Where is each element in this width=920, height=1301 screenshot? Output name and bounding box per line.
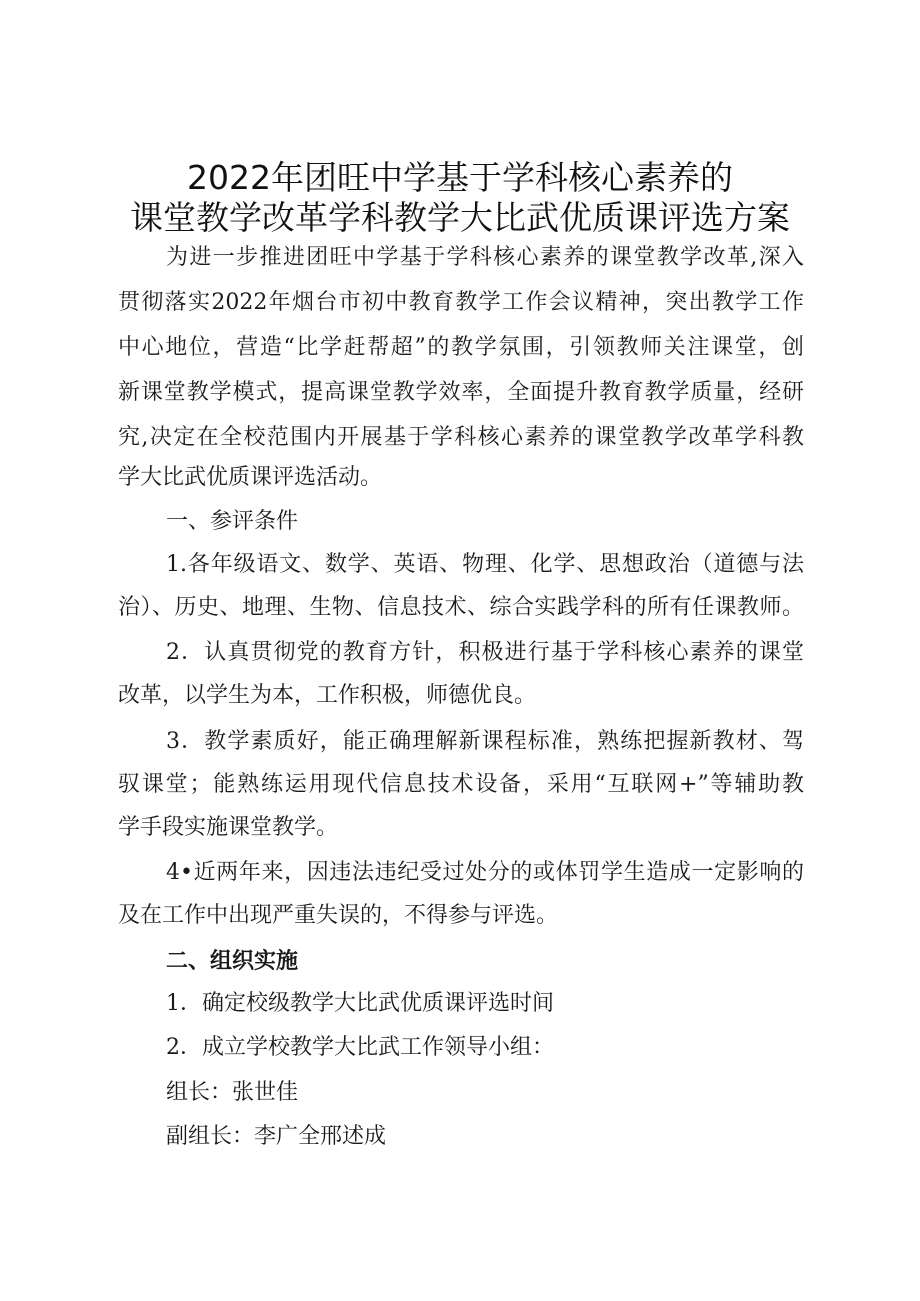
eligibility-item-3-line: 学手段实施课堂教学。 (118, 815, 339, 840)
intro-line: 贯彻落实2022年烟台市初中教育教学工作会议精神，突出教学工作 (118, 290, 804, 315)
team-leader: 组长：张世佳 (166, 1080, 299, 1105)
eligibility-item-3-line: 3．教学素质好，能正确理解新课程标准，熟练把握新教材、驾 (166, 729, 804, 754)
eligibility-item-1-line: 治）、历史、地理、生物、信息技术、综合实践学科的所有任课教师。 (118, 595, 804, 620)
eligibility-item-2-line: 2．认真贯彻党的教育方针，积极进行基于学科核心素养的课堂 (166, 640, 804, 665)
eligibility-item-1-line: 1.各年级语文、数学、英语、物理、化学、思想政治（道德与法 (166, 552, 804, 577)
eligibility-item-4-line: 及在工作中出现严重失误的，不得参与评选。 (118, 903, 559, 928)
intro-line: 新课堂教学模式，提高课堂教学效率，全面提升教育教学质量，经研 (118, 380, 804, 405)
document-title-line-2: 课堂教学改革学科教学大比武优质课评选方案 (130, 198, 790, 237)
intro-line: 究,决定在全校范围内开展基于学科核心素养的课堂教学改革学科教 (118, 425, 804, 450)
intro-line: 学大比武优质课评选活动。 (118, 465, 383, 490)
section-heading-organization: 二、组织实施 (166, 949, 299, 974)
eligibility-item-4-line: 4•近两年来，因违法违纪受过处分的或体罚学生造成一定影响的 (166, 860, 804, 885)
document-title-line-1: 2022年团旺中学基于学科核心素养的 (187, 158, 733, 197)
deputy-team-leader: 副组长：李广全邢述成 (166, 1124, 387, 1149)
organization-item-2: 2．成立学校教学大比武工作领导小组： (166, 1035, 554, 1060)
section-heading-eligibility: 一、参评条件 (166, 509, 299, 534)
intro-line: 中心地位，营造“比学赶帮超”的教学氛围，引领教师关注课堂，创 (118, 335, 804, 360)
intro-line: 为进一步推进团旺中学基于学科核心素养的课堂教学改革,深入 (166, 245, 804, 270)
eligibility-item-2-line: 改革，以学生为本，工作积极，师德优良。 (118, 683, 537, 708)
eligibility-item-3-line: 驭课堂；能熟练运用现代信息技术设备，采用“互联网+”等辅助教 (118, 772, 804, 797)
organization-item-1: 1．确定校级教学大比武优质课评选时间 (166, 991, 554, 1016)
